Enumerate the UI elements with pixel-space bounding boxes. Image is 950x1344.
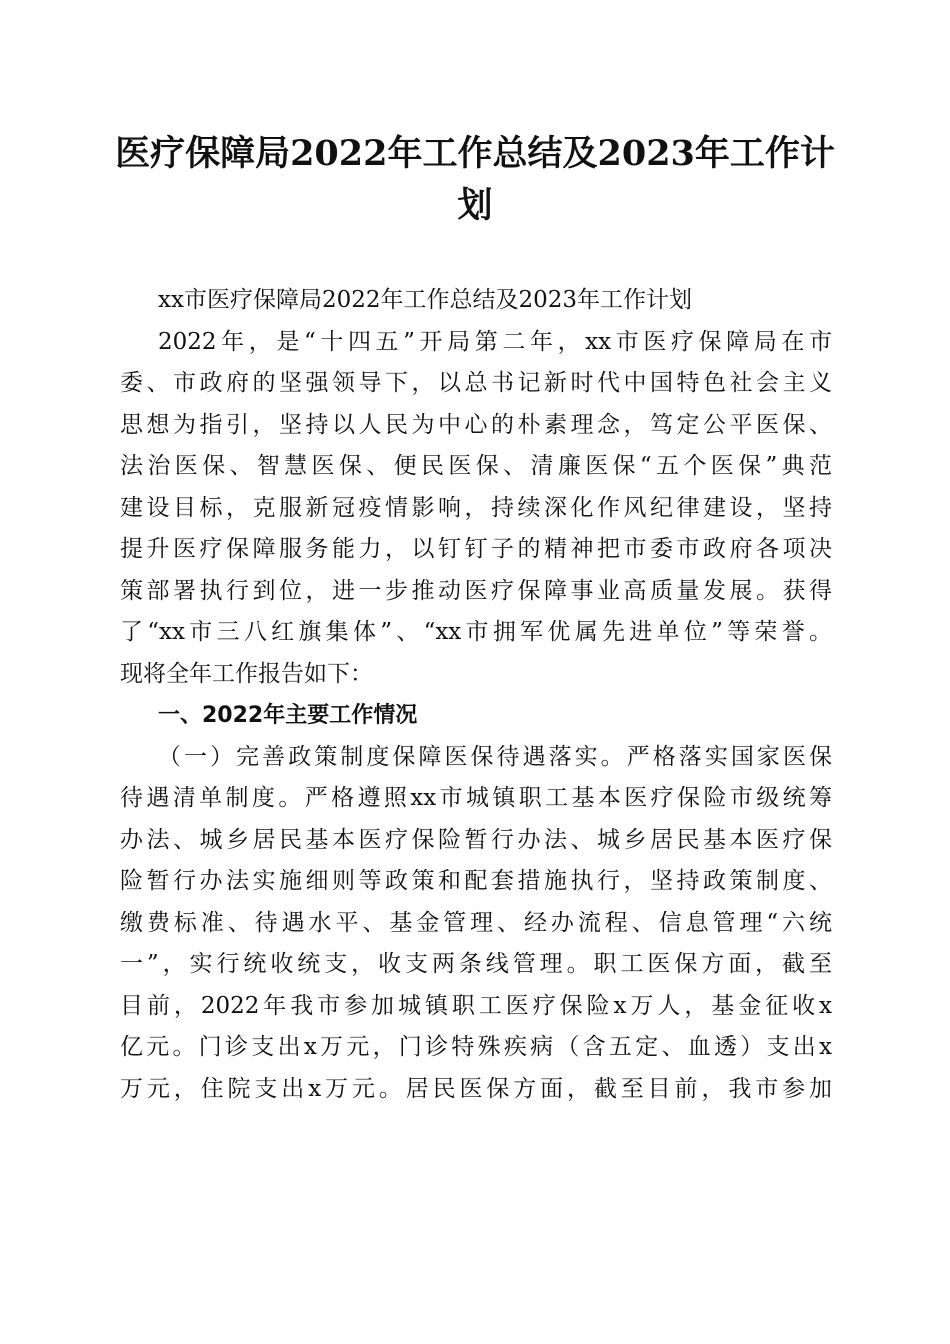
paragraph-line: 待遇清单制度。严格遵照xx市城镇职工基本医疗保险市级统筹 [120,785,832,811]
paragraph-line: 了“xx市三八红旗集体”、“xx市拥军优属先进单位”等荣誉。 [120,619,832,645]
paragraph-line: 法治医保、智慧医保、便民医保、清廉医保“五个医保”典范 [120,453,832,479]
paragraph-line: 缴费标准、待遇水平、基金管理、经办流程、信息管理“六统 [120,909,832,936]
paragraph-line: 险暂行办法实施细则等政策和配套措施执行，坚持政策制度、 [120,868,832,894]
paragraph-line: （一）完善政策制度保障医保待遇落实。严格落实国家医保 [158,743,832,770]
paragraph-line: 一”，实行统收统支，收支两条线管理。职工医保方面，截至 [120,951,832,977]
paragraph-line: 思想为指引，坚持以人民为中心的朴素理念，笃定公平医保、 [120,411,832,438]
paragraph-line: 目前，2022年我市参加城镇职工医疗保险x万人，基金征收x [120,992,832,1019]
title-line-1: 医疗保障局2022年工作总结及2023年工作计 [115,133,835,174]
paragraph-line: 建设目标，克服新冠疫情影响，持续深化作风纪律建设，坚持 [120,494,832,521]
title-line-2: 划 [457,185,493,226]
document-body [120,280,832,1110]
document-title [110,128,840,232]
paragraph-line: 现将全年工作报告如下： [120,660,373,687]
paragraph-line: 委、市政府的坚强领导下，以总书记新时代中国特色社会主义 [120,370,832,396]
paragraph-line: 策部署执行到位，进一步推动医疗保障事业高质量发展。获得 [120,577,832,604]
paragraph-line: 2022年，是“十四五”开局第二年，xx市医疗保障局在市 [158,328,832,355]
section-heading: 一、2022年主要工作情况 [158,703,418,728]
paragraph-line: 亿元。门诊支出x万元，门诊特殊疾病（含五定、血透）支出x [120,1034,832,1060]
paragraph-line: 万元，住院支出x万元。居民医保方面，截至目前，我市参加 [120,1075,832,1102]
document-subtitle: xx市医疗保障局2022年工作总结及2023年工作计划 [158,287,693,313]
paragraph-line: 提升医疗保障服务能力，以钉钉子的精神把市委市政府各项决 [120,536,832,562]
paragraph-line: 办法、城乡居民基本医疗保险暂行办法、城乡居民基本医疗保 [120,826,832,853]
